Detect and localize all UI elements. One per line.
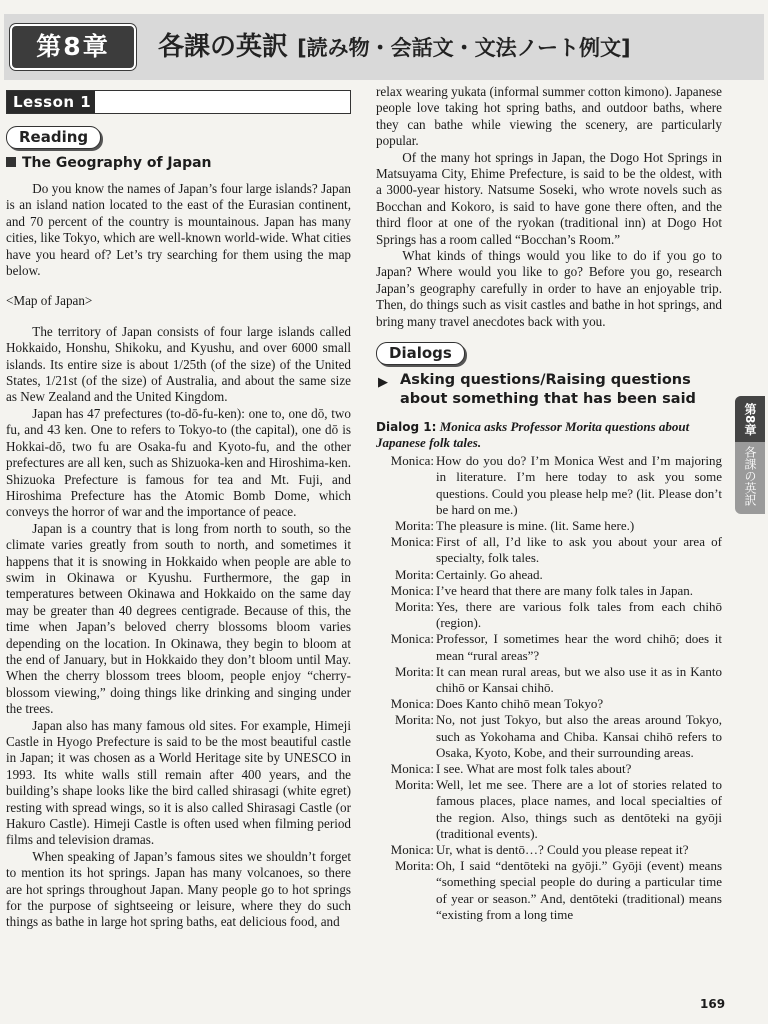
paragraph: The territory of Japan consists of four large islands called Hokkaido, Honshu, Shikoku, and Kyushu, and over 6000 small islands. Its entire size is about 1/25th (of the size) of the United States, 1/21st (of the size) of Australia, and about the same size as New Zealand and the United Kingdom.	[6, 323, 351, 405]
dialog-title	[376, 419, 722, 451]
paragraph: relax wearing yukata (informal summer cotton kimono). Japanese people love taking hot spring baths, and outdoor baths, where they can bathe while viewing the scenery, are particularly popular.	[376, 84, 722, 149]
speech-text: First of all, I’d like to ask you about your area of specialty, folk tales.	[436, 534, 722, 566]
dialogs-label: Dialogs	[376, 342, 465, 365]
speaker-name: Monica:	[390, 453, 434, 469]
right-column	[376, 84, 722, 923]
speech-text: How do you do? I’m Monica West and I’m majoring in literature. I’m here today to ask you some questions. Could you please help me? (lit. Please don’t be hard on me.)	[436, 453, 722, 517]
paragraph: Japan is a country that is long from north to south, so the climate varies greatly from south to north, and sometimes it happens that it is snowing in Hokkaido when people are able to swim in Okinawa or Kyushu. Furthermore, the gap in temperatures between Okinawa and Hokkaido on the same day may be greater than 40 degrees centigrade. Because of this, the time when Japan’s beloved cherry blossoms bloom varies depending on the location. In Okinawa, they begin to bloom at the end of January, but in Hokkaido they don’t bloom until May. When the cherry blossom trees bloom, people enjoy “cherry-blossom viewing,” doing things like drinking and singing under the trees.	[6, 520, 351, 717]
speaker-name: Morita:	[395, 858, 434, 874]
dialog-line	[376, 453, 722, 518]
speaker-name: Morita:	[395, 777, 434, 793]
dialog-line	[376, 567, 722, 583]
map-caption: <Map of Japan>	[6, 293, 93, 309]
side-tab-name: 各課の英訳	[743, 446, 757, 506]
page-title	[158, 26, 754, 63]
left-column	[6, 90, 351, 931]
speaker-name: Monica:	[390, 534, 434, 550]
dialog-line	[376, 534, 722, 566]
page-number: 169	[700, 997, 726, 1011]
dialog-number: Dialog 1:	[376, 420, 437, 435]
dialog-line	[376, 518, 722, 534]
speaker-name: Monica:	[390, 841, 434, 857]
speaker-name: Monica:	[390, 631, 434, 647]
speaker-name: Morita:	[395, 566, 434, 582]
paragraph: What kinds of things would you like to do if you go to Japan? Where would you like to go? Before you go, research Japan’s geography carefully in order to have an enjoyable trip. Then, do things such as visit castles and bathe in hot springs, and bring many travel anecdotes back with you.	[376, 248, 722, 329]
paragraph: Of the many hot springs in Japan, the Dogo Hot Springs in Matsuyama City, Ehime Prefecture, is said to be the oldest, with a 3000-year history. Natsume Soseki, who wrote novels such as Bocchan and Kokoro, is said to have gone there often, and the third floor at one of the ryokan (traditional inn) at Dogo Hot Springs has a room called “Bocchan’s Room.”	[376, 149, 722, 247]
speech-text: Certainly. Go ahead.	[436, 566, 543, 582]
speech-text: Ur, what is dentō…? Could you please repeat it?	[436, 841, 689, 857]
side-tab-chapter: 第8章	[735, 396, 765, 442]
chapter-header	[4, 14, 764, 80]
dialog-line	[376, 858, 722, 923]
speaker-name: Monica:	[390, 760, 434, 776]
dialog-line	[376, 583, 722, 599]
dialog-line	[376, 761, 722, 777]
speaker-name: Monica:	[390, 696, 434, 712]
speech-text: I’ve heard that there are many folk tales in Japan.	[436, 582, 693, 598]
dialog-line	[376, 712, 722, 761]
speech-text: Yes, there are various folk tales from each chihō (region).	[436, 598, 722, 631]
dialog-description: Monica asks Professor Morita questions about Japanese folk tales.	[376, 419, 690, 451]
speaker-name: Monica:	[390, 582, 434, 598]
speech-text: It can mean rural areas, but we also use it as in Kanto chihō or Kansai chihō.	[436, 663, 722, 695]
paragraph: Japan has 47 prefectures (to-dō-fu-ken): one to, one dō, two fu, and 43 ken. One to refers to Tokyo-to (the capital), one dō is Hokkai-dō, two fu are Osaka-fu and Kyoto-fu, and the other prefectures are all ken, such as Shizuoka-ken and Hiroshima-ken. Shizuoka Prefecture is famous for tea and Mt. Fuji, and Hiroshima Prefecture has the Atomic Bomb Dome, which conveys the horror of war and the importance of peace.	[6, 405, 351, 520]
speech-text: Professor, I sometimes hear the word chihō; does it mean “rural areas”?	[436, 631, 722, 663]
reading-label: Reading	[6, 126, 101, 149]
paragraph: Japan also has many famous old sites. For example, Himeji Castle in Hyogo Prefecture is said to be the most beautiful castle in Japan; it was chosen as a World Heritage site by UNESCO in 1993. Its white walls still remain after 400 years, and the building’s shape looks like the bird called shirasagi (white egret) resting with spread wings, so it is also called Shirasagi Castle (or Hakuro Castle). Himeji Castle is often used when filming period films and television dramas.	[6, 717, 351, 848]
dialog-line	[376, 631, 722, 663]
dialog-line	[376, 599, 722, 631]
speaker-name: Morita:	[395, 517, 434, 533]
paragraph: When speaking of Japan’s famous sites we shouldn’t forget to mention its hot springs. Japan has many volcanoes, so there are hot springs throughout Japan. Many people go to hot springs for the purpose of sightseeing or leisure, where they do such things as bathe in large hot spring baths, eat delicious food, and	[6, 848, 351, 930]
speech-text: Does Kanto chihō mean Tokyo?	[436, 696, 604, 712]
speech-text: Well, let me see. There are a lot of stories related to famous places, place names, and local specialties of the region. Also, things such as dentōteki na gyōji (traditional events).	[436, 777, 722, 841]
speech-text: Oh, I said “dentōteki na gyōji.” Gyōji (event) means “something special people do during a particular time of year or season.” And, dentōteki (traditional) means “existing from a long time	[436, 858, 722, 922]
reading-title: The Geography of Japan	[6, 155, 351, 171]
lesson-bar	[6, 90, 351, 114]
dialog-line	[376, 842, 722, 858]
title-subtitle: [読み物・会話文・文法ノート例文]	[297, 36, 631, 60]
lesson-label: Lesson 1	[7, 91, 95, 113]
dialogs-heading: ▶ Asking questions/Raising questions about something that has been said	[378, 372, 696, 408]
speech-text: No, not just Tokyo, but also the areas around Tokyo, such as Yokohama and Chiba. Kansai chihō refers to Osaka, Kyoto, Kobe, and their surrounding areas.	[436, 712, 722, 760]
dialog-line	[376, 777, 722, 842]
speaker-name: Morita:	[395, 663, 434, 679]
triangle-right-icon: ▶	[378, 375, 388, 391]
speaker-name: Morita:	[395, 712, 434, 728]
dialog-line	[376, 696, 722, 712]
title-main: 各課の英訳	[158, 32, 289, 62]
speech-text: I see. What are most folk tales about?	[436, 760, 632, 776]
speaker-name: Morita:	[395, 598, 434, 614]
paragraph: Do you know the names of Japan’s four large islands? Japan is an island nation located to the east of the Eurasian continent, and 70 percent of the country is mountainous. Japan has many cities, like Tokyo, which are well-known world-wide. What cities have you heard of? Let’s try searching for them using the map below.	[6, 181, 351, 279]
speech-text: The pleasure is mine. (lit. Same here.)	[436, 517, 635, 533]
square-bullet-icon	[6, 157, 16, 167]
side-chapter-tab	[735, 396, 765, 514]
dialog-line	[376, 664, 722, 696]
chapter-badge: 第8章	[10, 24, 136, 70]
dialog-lines	[376, 453, 722, 923]
